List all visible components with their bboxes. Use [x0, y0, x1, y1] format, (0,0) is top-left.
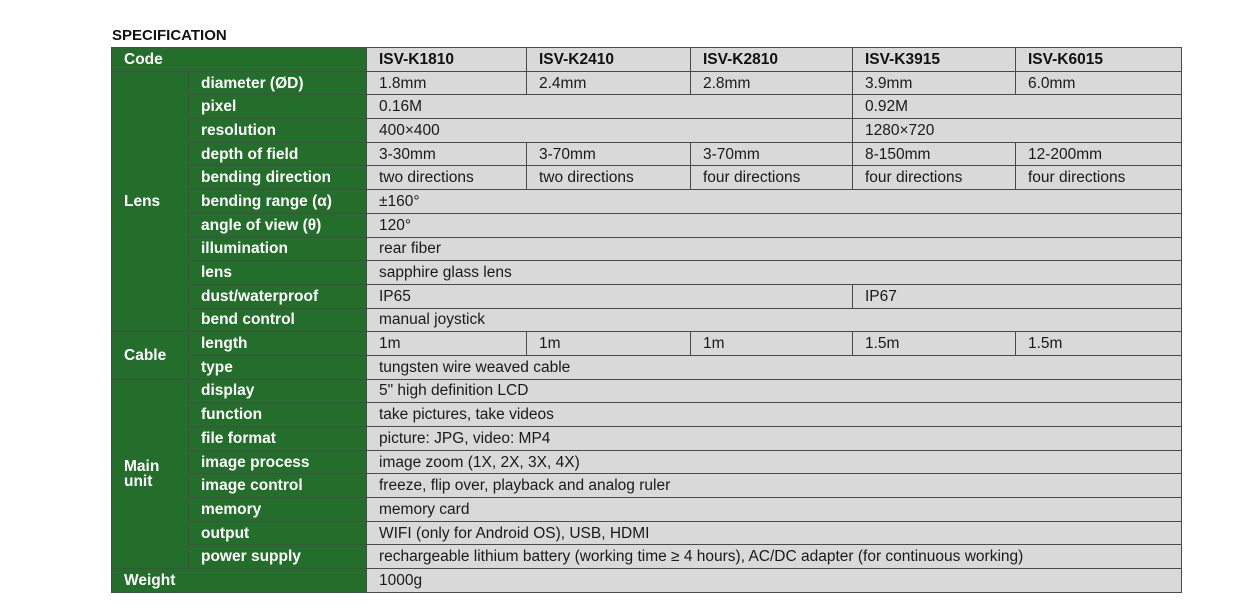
table-cell: 120° — [367, 213, 1182, 237]
table-row-resolution — [112, 119, 1182, 143]
table-row-output — [112, 521, 1182, 545]
table-cell: IP65 — [367, 284, 853, 308]
group-cable: Cable — [112, 332, 189, 379]
table-row-type — [112, 355, 1182, 379]
row-label: illumination — [189, 237, 367, 261]
table-row-image-process — [112, 450, 1182, 474]
row-label: diameter (ØD) — [189, 71, 367, 95]
table-cell: 1280×720 — [853, 119, 1182, 143]
row-label: function — [189, 403, 367, 427]
table-cell: 3.9mm — [853, 71, 1016, 95]
table-cell: IP67 — [853, 284, 1182, 308]
group-main-unit-line1: Main — [124, 457, 160, 475]
table-cell: manual joystick — [367, 308, 1182, 332]
table-cell: 1.5m — [853, 332, 1016, 356]
table-row-file-format — [112, 427, 1182, 451]
row-label: file format — [189, 427, 367, 451]
row-label: length — [189, 332, 367, 356]
table-cell: 1.5m — [1016, 332, 1182, 356]
table-row-bend-control — [112, 308, 1182, 332]
table-cell: 3-30mm — [367, 142, 527, 166]
group-weight: Weight — [112, 569, 367, 593]
table-cell: 2.8mm — [691, 71, 853, 95]
table-row-depth-of-field — [112, 142, 1182, 166]
row-label: lens — [189, 261, 367, 285]
row-label: image control — [189, 474, 367, 498]
row-label: resolution — [189, 119, 367, 143]
table-cell: 12-200mm — [1016, 142, 1182, 166]
table-cell: rear fiber — [367, 237, 1182, 261]
row-label: power supply — [189, 545, 367, 569]
table-cell: 5" high definition LCD — [367, 379, 1182, 403]
group-main-unit — [112, 379, 189, 569]
table-cell: four directions — [1016, 166, 1182, 190]
table-row-image-control — [112, 474, 1182, 498]
table-row-lens — [112, 261, 1182, 285]
table-cell: 3-70mm — [527, 142, 691, 166]
table-cell: 2.4mm — [527, 71, 691, 95]
model-header: ISV-K3915 — [853, 48, 1016, 72]
table-cell: 0.16M — [367, 95, 853, 119]
table-row-memory — [112, 498, 1182, 522]
model-header: ISV-K6015 — [1016, 48, 1182, 72]
page-title: SPECIFICATION — [112, 27, 227, 44]
row-label: depth of field — [189, 142, 367, 166]
table-row-illumination — [112, 237, 1182, 261]
table-cell: 1m — [527, 332, 691, 356]
table-cell: 0.92M — [853, 95, 1182, 119]
row-label: angle of view (θ) — [189, 213, 367, 237]
table-row-bending-direction — [112, 166, 1182, 190]
model-header: ISV-K2810 — [691, 48, 853, 72]
row-label: memory — [189, 498, 367, 522]
row-label: display — [189, 379, 367, 403]
table-cell: 6.0mm — [1016, 71, 1182, 95]
table-cell: 1m — [691, 332, 853, 356]
table-cell: four directions — [691, 166, 853, 190]
table-row-length — [112, 332, 1182, 356]
table-cell: WIFI (only for Android OS), USB, HDMI — [367, 521, 1182, 545]
row-label: dust/waterproof — [189, 284, 367, 308]
table-cell: 1.8mm — [367, 71, 527, 95]
model-header: ISV-K2410 — [527, 48, 691, 72]
table-cell: 8-150mm — [853, 142, 1016, 166]
table-row-diameter — [112, 71, 1182, 95]
table-cell: freeze, flip over, playback and analog ruler — [367, 474, 1182, 498]
model-header: ISV-K1810 — [367, 48, 527, 72]
table-row-weight — [112, 569, 1182, 593]
table-cell: ±160° — [367, 190, 1182, 214]
table-cell: take pictures, take videos — [367, 403, 1182, 427]
table-cell: two directions — [527, 166, 691, 190]
table-cell: two directions — [367, 166, 527, 190]
table-cell: 1m — [367, 332, 527, 356]
table-row-function — [112, 403, 1182, 427]
group-lens: Lens — [112, 71, 189, 332]
row-label: bending range (α) — [189, 190, 367, 214]
table-row-bending-range — [112, 190, 1182, 214]
table-row-dust-waterproof — [112, 284, 1182, 308]
table-row-display — [112, 379, 1182, 403]
row-label: bend control — [189, 308, 367, 332]
table-row-power-supply — [112, 545, 1182, 569]
table-cell: image zoom (1X, 2X, 3X, 4X) — [367, 450, 1182, 474]
table-cell: 400×400 — [367, 119, 853, 143]
row-label: output — [189, 521, 367, 545]
table-cell: picture: JPG, video: MP4 — [367, 427, 1182, 451]
specification-table — [111, 47, 1182, 593]
table-row-pixel — [112, 95, 1182, 119]
table-cell: memory card — [367, 498, 1182, 522]
table-row-angle-of-view — [112, 213, 1182, 237]
table-cell: sapphire glass lens — [367, 261, 1182, 285]
table-cell: 1000g — [367, 569, 1182, 593]
row-label: image process — [189, 450, 367, 474]
row-label: pixel — [189, 95, 367, 119]
row-label: type — [189, 355, 367, 379]
row-label: bending direction — [189, 166, 367, 190]
table-cell: rechargeable lithium battery (working time ≥ 4 hours), AC/DC adapter (for continuous working) — [367, 545, 1182, 569]
code-header: Code — [112, 48, 367, 72]
table-cell: 3-70mm — [691, 142, 853, 166]
table-cell: four directions — [853, 166, 1016, 190]
table-cell: tungsten wire weaved cable — [367, 355, 1182, 379]
group-main-unit-line2: unit — [124, 472, 153, 490]
table-row-code — [112, 48, 1182, 72]
